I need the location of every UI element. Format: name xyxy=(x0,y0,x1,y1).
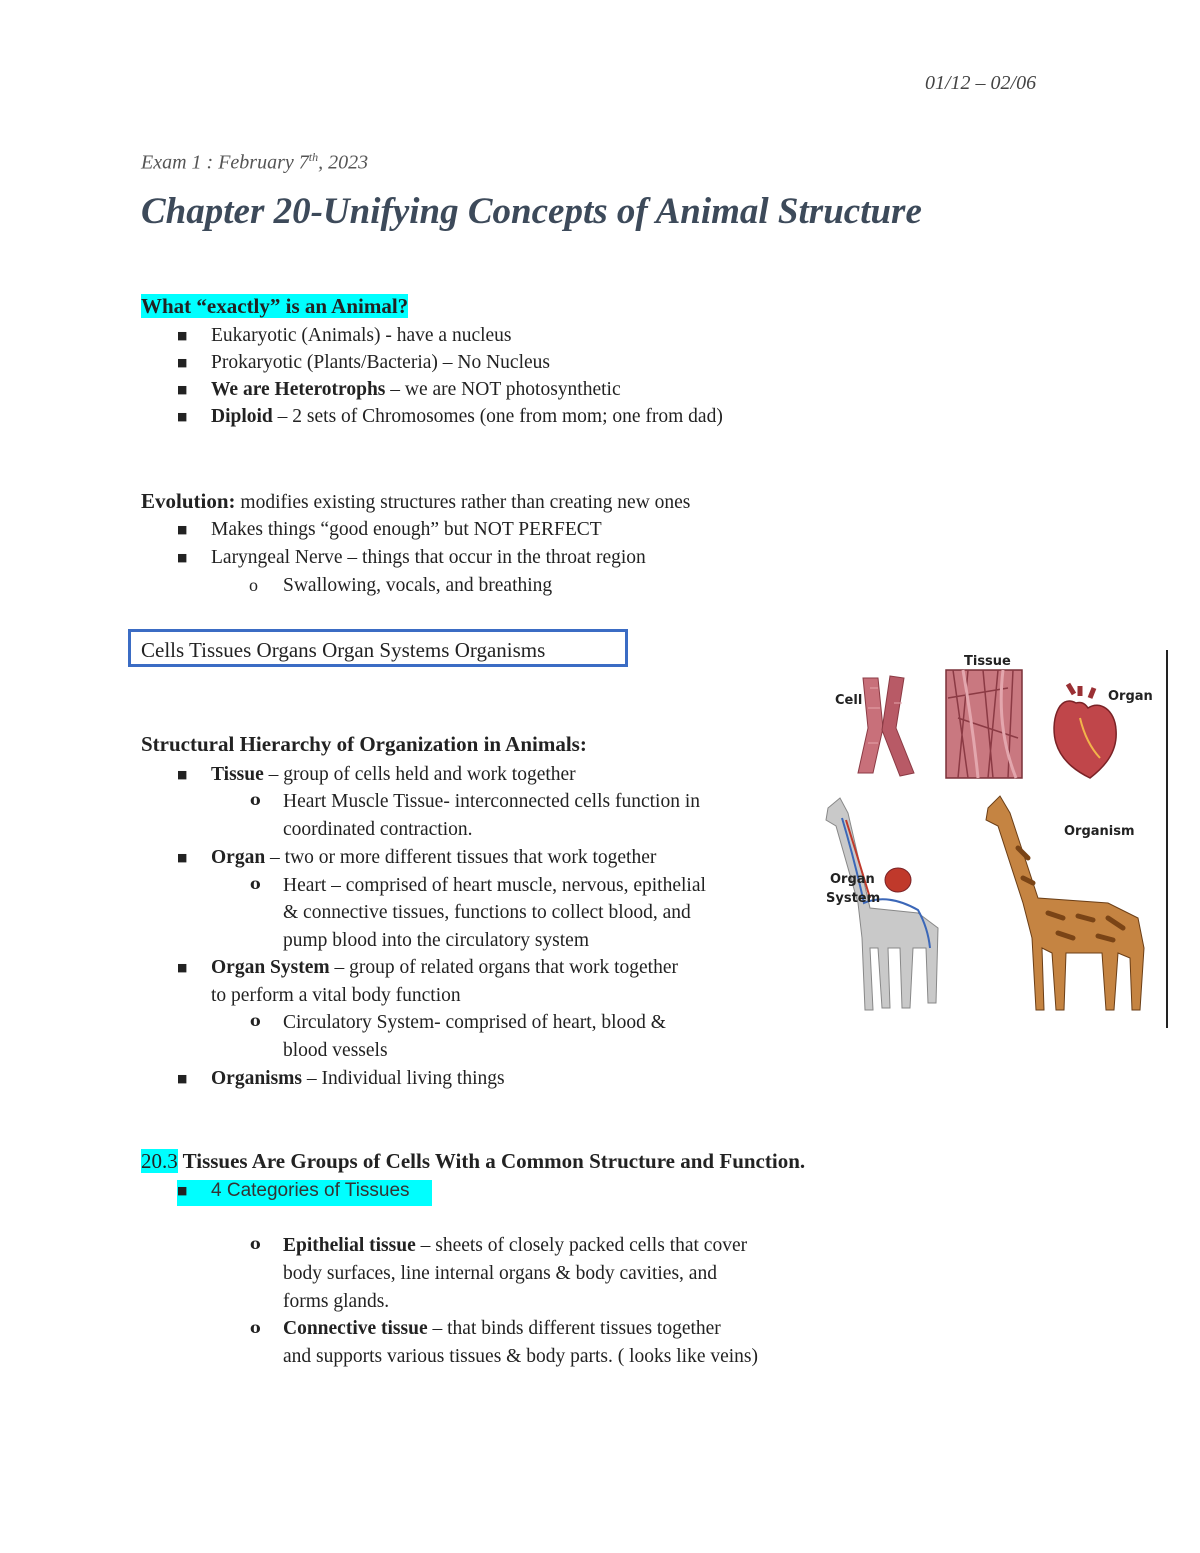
square-bullet-icon: ■ xyxy=(177,410,188,423)
hierarchy-heading: Structural Hierarchy of Organization in Animals: xyxy=(141,732,587,756)
square-bullet-icon: ■ xyxy=(177,768,188,781)
organism-label: Organism xyxy=(1064,824,1135,839)
square-bullet-icon: ■ xyxy=(177,961,188,974)
list-sub-item: body surfaces, line internal organs & body cavities, and xyxy=(283,1263,717,1284)
list-sub-item: pump blood into the circulatory system xyxy=(283,930,589,951)
exam-date: Exam 1 : February 7th, 2023 xyxy=(141,150,369,174)
square-bullet-icon: ■ xyxy=(177,1184,188,1197)
list-sub-item: and supports various tissues & body parts. ( looks like veins) xyxy=(283,1346,758,1367)
organ-system-label-line2: System xyxy=(826,891,881,906)
list-sub-item: Epithelial tissue – sheets of closely packed cells that cover xyxy=(283,1235,748,1256)
list-item-continuation: to perform a vital body function xyxy=(211,985,461,1006)
list-item: Organ – two or more different tissues that work together xyxy=(211,847,657,868)
hierarchy-line: Cells Tissues Organs Organ Systems Organisms xyxy=(141,638,546,662)
circle-bullet-icon: o xyxy=(250,790,261,809)
square-bullet-icon: ■ xyxy=(177,551,188,564)
circle-bullet-icon: o xyxy=(250,1234,261,1253)
circle-bullet-icon: o xyxy=(250,874,261,893)
list-sub-item: blood vessels xyxy=(283,1040,388,1061)
heart-illustration xyxy=(1054,684,1116,778)
list-sub-item: Heart Muscle Tissue- interconnected cells function in xyxy=(283,791,700,812)
circle-bullet-icon: o xyxy=(249,575,258,595)
list-sub-item: & connective tissues, functions to collect blood, and xyxy=(283,902,691,923)
list-sub-item: Swallowing, vocals, and breathing xyxy=(283,575,553,596)
square-bullet-icon: ■ xyxy=(177,329,188,342)
list-sub-item: forms glands. xyxy=(283,1291,390,1312)
list-item: Tissue – group of cells held and work together xyxy=(211,764,576,785)
list-item: Organ System – group of related organs that work together xyxy=(211,957,678,978)
list-sub-item: coordinated contraction. xyxy=(283,819,473,840)
list-item: Prokaryotic (Plants/Bacteria) – No Nucleus xyxy=(211,352,550,373)
square-bullet-icon: ■ xyxy=(177,383,188,396)
square-bullet-icon: ■ xyxy=(177,356,188,369)
list-sub-item: Circulatory System- comprised of heart, blood & xyxy=(283,1012,666,1033)
cell-illustration xyxy=(858,676,914,776)
circle-bullet-icon: o xyxy=(250,1318,261,1337)
biological-hierarchy-figure xyxy=(818,648,1178,1028)
section-heading-animal: What “exactly” is an Animal? xyxy=(141,294,409,318)
organ-system-label-line1: Organ xyxy=(830,872,875,887)
section-20-3-heading: 20.3 Tissues Are Groups of Cells With a Common Structure and Function. xyxy=(141,1149,806,1173)
square-bullet-icon: ■ xyxy=(177,1072,188,1085)
list-item: Eukaryotic (Animals) - have a nucleus xyxy=(211,325,512,346)
list-item: 4 Categories of Tissues xyxy=(211,1180,410,1201)
square-bullet-icon: ■ xyxy=(177,523,188,536)
list-sub-item: Heart – comprised of heart muscle, nervous, epithelial xyxy=(283,875,706,896)
list-item: Makes things “good enough” but NOT PERFECT xyxy=(211,519,602,540)
list-item: Diploid – 2 sets of Chromosomes (one from mom; one from dad) xyxy=(211,406,723,427)
date-range: 01/12 – 02/06 xyxy=(925,72,1037,94)
tissue-illustration xyxy=(946,670,1022,778)
figure-divider xyxy=(1166,650,1168,1028)
list-sub-item: Connective tissue – that binds different tissues together xyxy=(283,1318,721,1339)
organ-label: Organ xyxy=(1108,689,1153,704)
square-bullet-icon: ■ xyxy=(177,851,188,864)
circle-bullet-icon: o xyxy=(250,1011,261,1030)
cell-label: Cell xyxy=(835,693,863,708)
list-item: We are Heterotrophs – we are NOT photosynthetic xyxy=(211,379,621,400)
tissue-label: Tissue xyxy=(964,654,1011,669)
page-title: Chapter 20-Unifying Concepts of Animal Structure xyxy=(141,191,922,232)
list-item: Organisms – Individual living things xyxy=(211,1068,505,1089)
evolution-heading: Evolution: modifies existing structures rather than creating new ones xyxy=(141,489,691,513)
list-item: Laryngeal Nerve – things that occur in the throat region xyxy=(211,547,646,568)
